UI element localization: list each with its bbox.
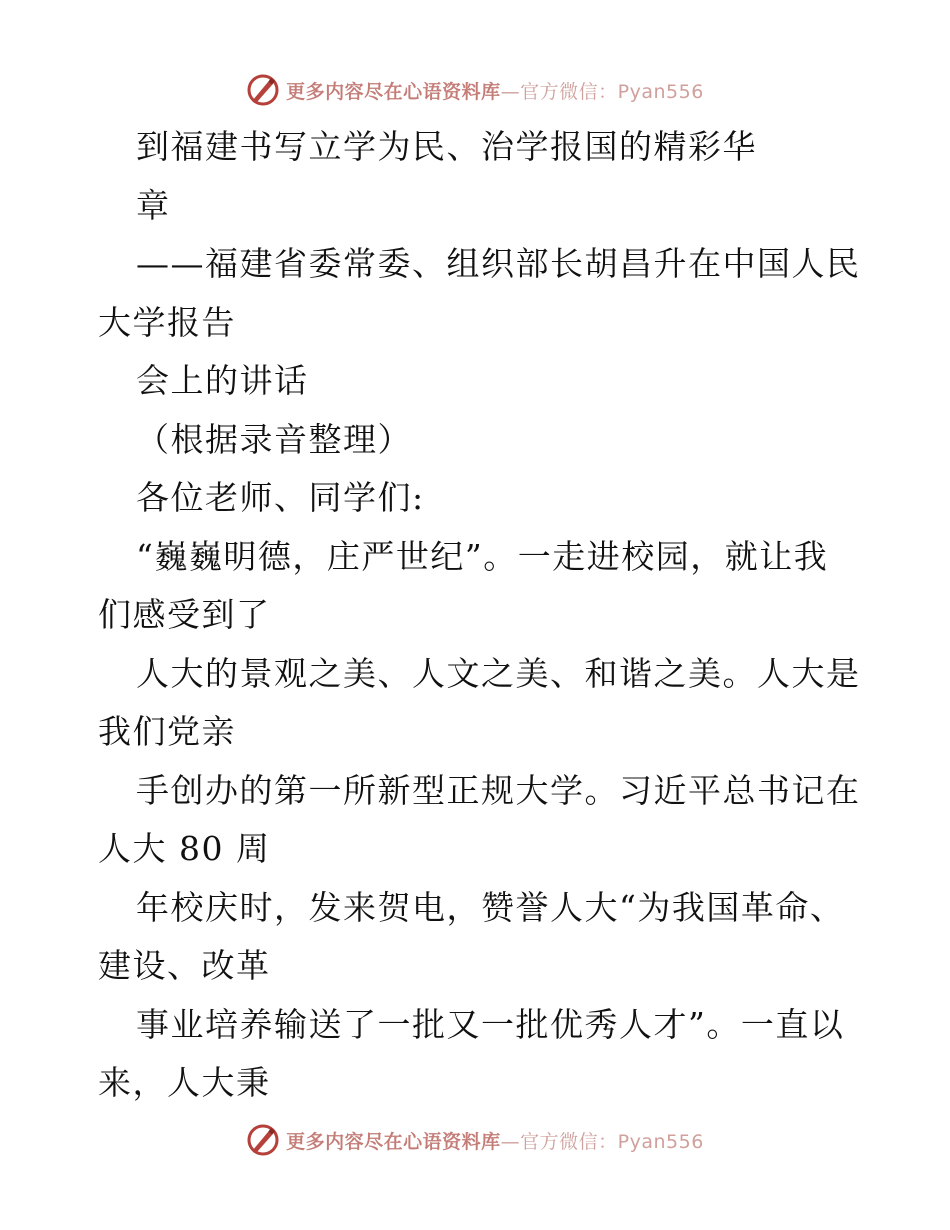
text-line: 建设、改革 [98, 946, 271, 985]
pen-logo-icon [246, 73, 280, 107]
watermark-main: 更多内容尽在心语资料库 [286, 1130, 501, 1153]
text-line: 来，人大秉 [98, 1063, 271, 1102]
text-line: 人大 80 周 [98, 829, 271, 868]
text-line: 年校庆时，发来贺电，赞誉人大“为我国革命、 [136, 887, 845, 927]
pen-logo-icon [246, 1123, 280, 1157]
text-line: ——福建省委常委、组织部长胡昌升在中国人民 [136, 244, 861, 283]
text-line: 章 [136, 185, 171, 225]
watermark-text [286, 1127, 704, 1154]
watermark-wechat: 官方微信：Pyan556 [520, 1130, 704, 1153]
header-watermark [0, 68, 950, 112]
text-line: 我们党亲 [98, 712, 236, 751]
text-line: （根据录音整理） [136, 419, 412, 459]
footer-watermark [0, 1118, 950, 1162]
watermark-text [286, 77, 704, 104]
watermark-wechat: 官方微信：Pyan556 [520, 80, 704, 103]
text-line: 大学报告 [98, 302, 236, 342]
text-line: “巍巍明德，庄严世纪”。一走进校园，就让我 [136, 536, 829, 576]
watermark-separator: — [500, 1130, 521, 1153]
document-body [98, 118, 861, 1113]
watermark-separator: — [500, 80, 521, 103]
text-line: 手创办的第一所新型正规大学。习近平总书记在 [136, 770, 861, 810]
text-line: 各位老师、同学们: [136, 478, 425, 517]
watermark-main: 更多内容尽在心语资料库 [286, 80, 501, 103]
text-line: 事业培养输送了一批又一批优秀人才”。一直以 [136, 1004, 845, 1044]
text-line: 会上的讲话 [136, 361, 309, 400]
text-line: 人大的景观之美、人文之美、和谐之美。人大是 [136, 653, 861, 693]
text-line: 们感受到了 [98, 595, 271, 634]
text-line: 到福建书写立学为民、治学报国的精彩华 [136, 127, 757, 166]
